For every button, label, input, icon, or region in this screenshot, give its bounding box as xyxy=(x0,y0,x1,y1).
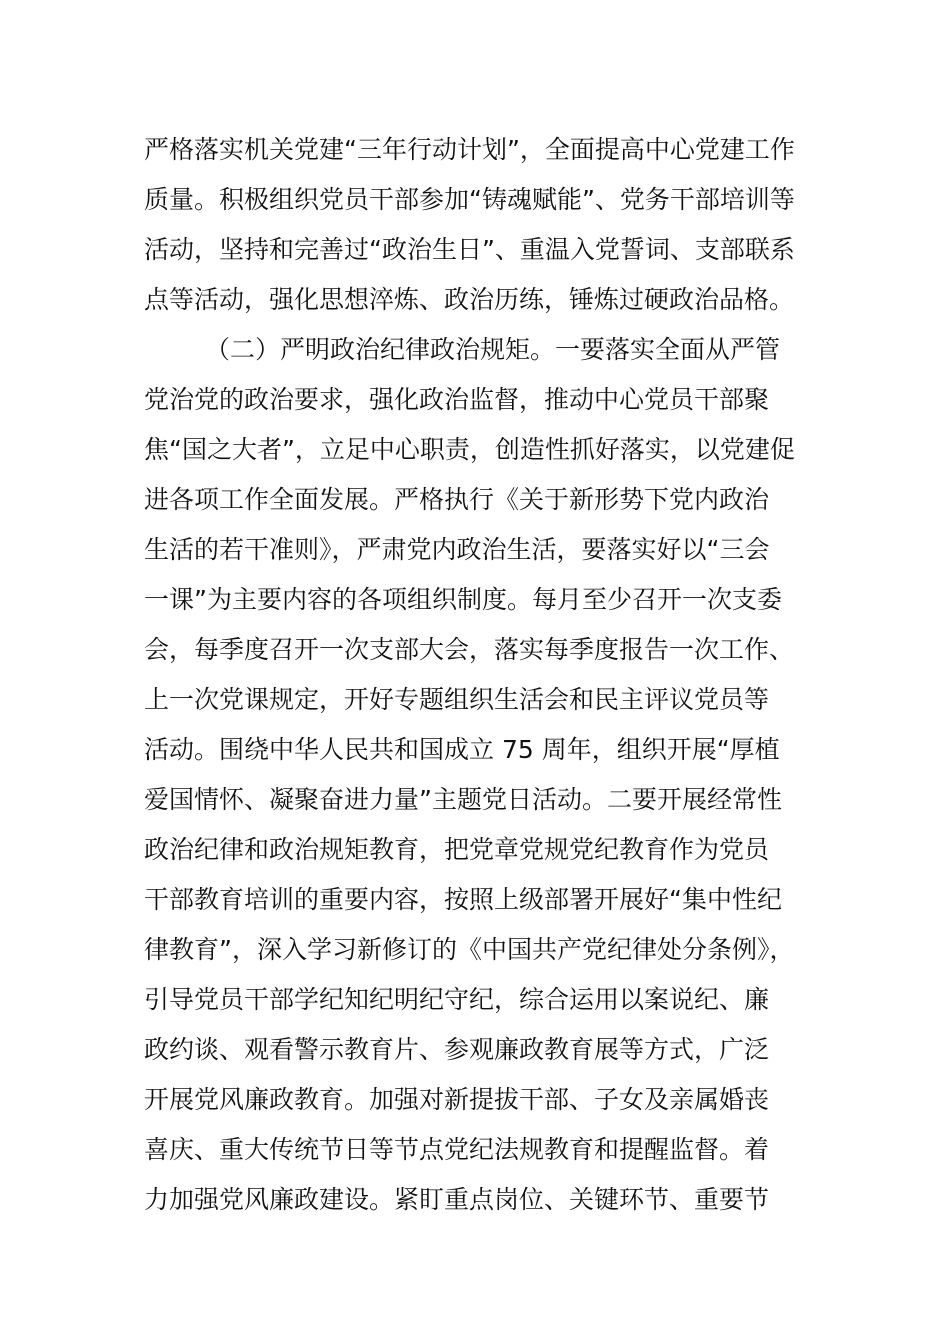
paragraph-line-2: 质量。积极组织党员干部参加“铸魂赋能”、党务干部培训等 xyxy=(144,185,795,214)
paragraph-line-7: 焦“国之大者”，立足中心职责，创造性抓好落实，以党建促 xyxy=(144,435,795,464)
paragraph-line-14: 爱国情怀、凝聚奋进力量”主题党日活动。二要开展经常性 xyxy=(144,785,782,814)
paragraph-line-22: 力加强党风廉政建设。紧盯重点岗位、关键环节、重要节 xyxy=(144,1185,770,1214)
paragraph-line-13: 活动。围绕中华人民共和国成立 75 周年，组织开展“厚植 xyxy=(144,735,780,764)
paragraph-line-6: 党治党的政治要求，强化政治监督，推动中心党员干部聚 xyxy=(144,385,770,414)
paragraph-line-20: 开展党风廉政教育。加强对新提拔干部、子女及亲属婚丧 xyxy=(144,1085,770,1114)
paragraph-line-16: 干部教育培训的重要内容，按照上级部署开展好“集中性纪 xyxy=(144,885,782,914)
paragraph-line-11: 会，每季度召开一次支部大会，落实每季度报告一次工作、 xyxy=(144,635,795,664)
section-heading-line: （二）严明政治纪律政治规矩。一要落实全面从严管 xyxy=(205,335,781,364)
paragraph-line-21: 喜庆、重大传统节日等节点党纪法规教育和提醒监督。着 xyxy=(144,1135,770,1164)
paragraph-line-4: 点等活动，强化思想淬炼、政治历练，锤炼过硬政治品格。 xyxy=(144,285,795,314)
paragraph-line-19: 政约谈、观看警示教育片、参观廉政教育展等方式，广泛 xyxy=(144,1035,770,1064)
paragraph-line-9: 生活的若干准则》，严肃党内政治生活，要落实好以“三会 xyxy=(144,535,770,564)
paragraph-line-12: 上一次党课规定，开好专题组织生活会和民主评议党员等 xyxy=(144,685,770,714)
paragraph-line-17: 律教育”，深入学习新修订的《中国共产党纪律处分条例》， xyxy=(144,935,795,964)
paragraph-line-1: 严格落实机关党建“三年行动计划”，全面提高中心党建工作 xyxy=(144,135,795,164)
paragraph-line-15: 政治纪律和政治规矩教育，把党章党规党纪教育作为党员 xyxy=(144,835,770,864)
paragraph-line-10: 一课”为主要内容的各项组织制度。每月至少召开一次支委 xyxy=(144,585,782,614)
paragraph-line-8: 进各项工作全面发展。严格执行《关于新形势下党内政治 xyxy=(144,485,770,514)
paragraph-line-3: 活动，坚持和完善过“政治生日”、重温入党誓词、支部联系 xyxy=(144,235,795,264)
paragraph-line-18: 引导党员干部学纪知纪明纪守纪，综合运用以案说纪、廉 xyxy=(144,985,770,1014)
